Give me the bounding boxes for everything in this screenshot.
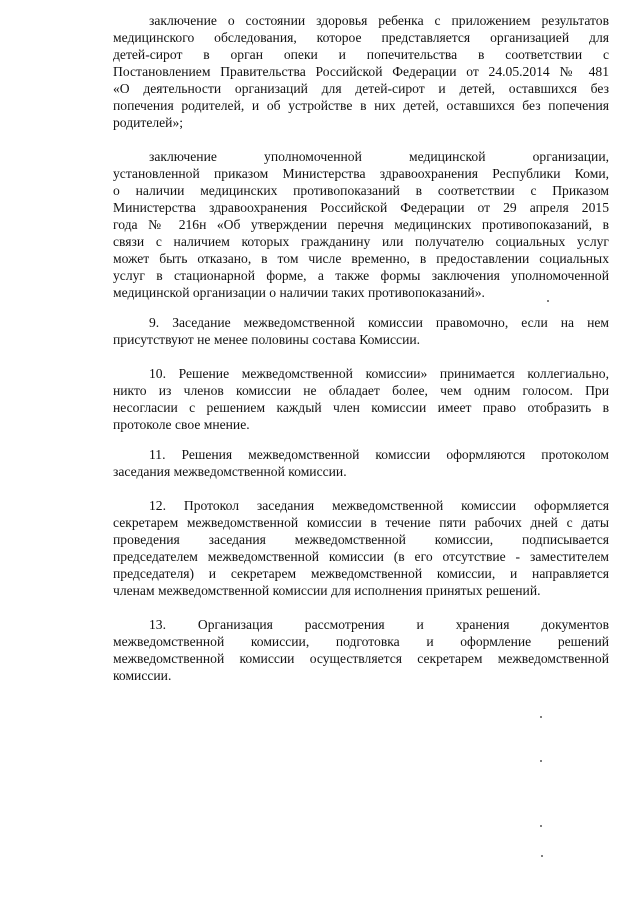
scan-speck [547, 300, 549, 302]
paragraph-2-line-5: года № 216н «Об утверждении перечня медицинских противопоказаний, в [113, 217, 609, 232]
paragraph-2-line-9: медицинской организации о наличии таких противопоказаний». [113, 285, 485, 300]
paragraph-2-line-6: связи с наличием которых гражданину или получателю социальных услуг [113, 234, 609, 249]
paragraph-2-line-8: услуг в стационарной форме, а также формы заключения уполномоченной [113, 268, 609, 283]
clause-11-line-1: 11. Решения межведомственной комиссии оформляются протоколом [149, 447, 609, 462]
clause-10-line-1: 10. Решение межведомственной комиссии» принимается коллегиально, [149, 366, 609, 381]
paragraph-2-line-3: о наличии медицинских противопоказаний в соответствии с Приказом [113, 183, 609, 198]
clause-10-line-4: протоколе свое мнение. [113, 417, 250, 432]
clause-12-line-5: председателя) и секретарем межведомственной комиссии, и направляется [113, 566, 609, 581]
scan-speck [540, 825, 542, 827]
paragraph-2-line-2: установленной приказом Министерства здравоохранения Республики Коми, [113, 166, 609, 181]
clause-12-line-4: председателем межведомственной комиссии (в его отсутствие - заместителем [113, 549, 609, 564]
scan-speck [541, 855, 543, 857]
clause-10-line-3: несогласии с решением каждый член комиссии имеет право отобразить в [113, 400, 609, 415]
clause-12-line-1: 12. Протокол заседания межведомственной комиссии оформляется [149, 498, 609, 513]
scan-speck [540, 716, 542, 718]
clause-13-line-2: межведомственной комиссии, подготовка и оформление решений [113, 634, 609, 649]
clause-12-line-2: секретарем межведомственной комиссии в течение пяти рабочих дней с даты [113, 515, 609, 530]
clause-13-line-1: 13. Организация рассмотрения и хранения документов [149, 617, 609, 632]
paragraph-1-line-2: медицинского обследования, которое представляется организацией для [113, 30, 609, 45]
clause-13-line-3: межведомственной комиссии осуществляется секретарем межведомственной [113, 651, 609, 666]
clause-9-line-2: присутствуют не менее половины состава Комиссии. [113, 332, 421, 347]
scan-speck [540, 760, 542, 762]
clause-12-line-6: членам межведомственной комиссии для исполнения принятых решений. [113, 583, 541, 598]
paragraph-1-line-1: заключение о состоянии здоровья ребенка с приложением результатов [149, 13, 609, 28]
paragraph-1-line-6: попечения родителей, и об устройстве в них детей, оставшихся без попечения [113, 98, 609, 113]
paragraph-2-line-7: может быть отказано, в том числе временно, в предоставлении социальных [113, 251, 609, 266]
clause-10-line-2: никто из членов комиссии не обладает более, чем одним голосом. При [113, 383, 609, 398]
paragraph-1-line-7: родителей»; [113, 115, 184, 130]
clause-13-line-4: комиссии. [113, 668, 172, 683]
clause-11-line-2: заседания межведомственной комиссии. [113, 464, 347, 479]
paragraph-1-line-3: детей-сирот в орган опеки и попечительства в соответствии с [113, 47, 609, 62]
paragraph-1-line-5: «О деятельности организаций для детей-сирот и детей, оставшихся без [113, 81, 609, 96]
paragraph-1-line-4: Постановлением Правительства Российской Федерации от 24.05.2014 № 481 [113, 64, 609, 79]
paragraph-2-line-1: заключение уполномоченной медицинской организации, [149, 149, 609, 164]
clause-9-line-1: 9. Заседание межведомственной комиссии правомочно, если на нем [149, 315, 609, 330]
clause-12-line-3: проведения заседания межведомственной комиссии, подписывается [113, 532, 609, 547]
paragraph-2-line-4: Министерства здравоохранения Российской Федерации от 29 апреля 2015 [113, 200, 609, 215]
